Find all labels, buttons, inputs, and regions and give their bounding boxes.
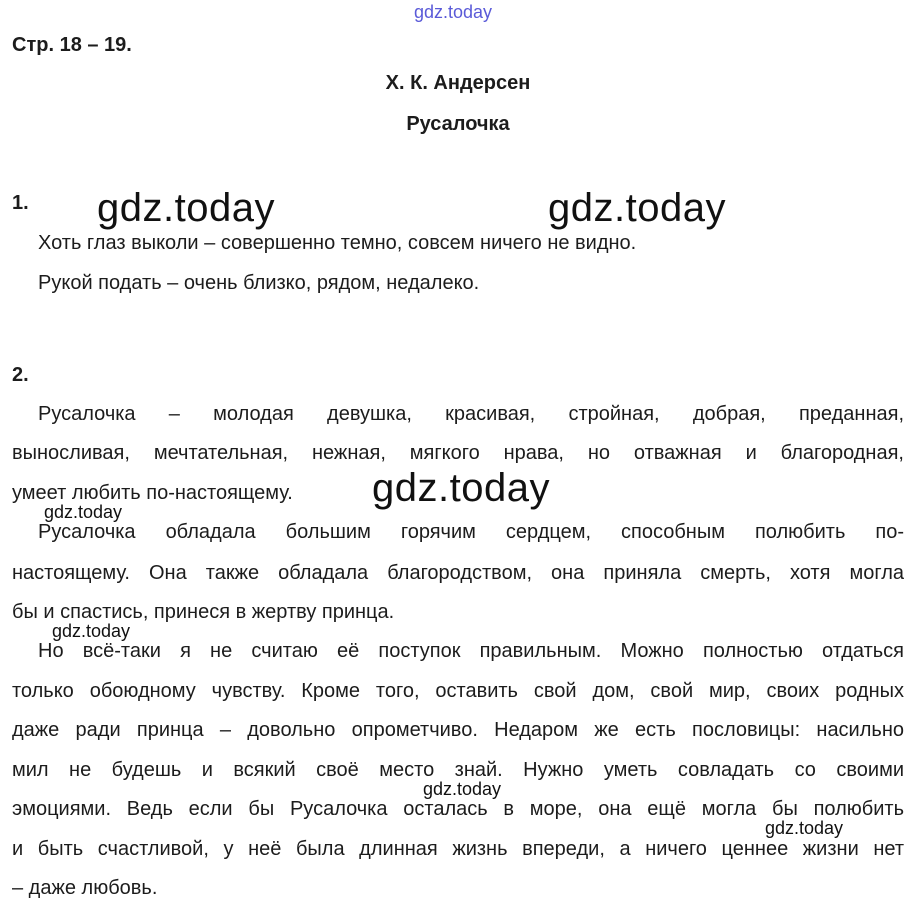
watermark-small: gdz.today — [52, 621, 131, 641]
section-1-line: Рукой подать – очень близко, рядом, недалеко. — [38, 272, 480, 294]
story-title: Русалочка — [406, 113, 510, 135]
section-2-line: и быть счастливой, у неё была длинная жизнь впереди, а ничего ценнее жизни нет — [12, 838, 904, 860]
section-2-line: даже ради принца – довольно опрометчиво. Недаром же есть пословицы: насильно — [12, 719, 904, 741]
section-2-line: эмоциями. Ведь если бы Русалочка осталась в море, она ещё могла бы полюбить — [12, 798, 904, 820]
page-reference: Стр. 18 – 19. — [12, 34, 132, 56]
section-2-line: – даже любовь. — [12, 877, 158, 899]
section-2-line: умеет любить по-настоящему. — [12, 482, 293, 504]
watermark-small: gdz.today — [44, 502, 123, 522]
section-2-line: Русалочка – молодая девушка, красивая, стройная, добрая, преданная, — [38, 403, 904, 425]
section-1-line: Хоть глаз выколи – совершенно темно, совсем ничего не видно. — [38, 232, 637, 254]
watermark-big: gdz.today — [548, 186, 726, 230]
section-2-number: 2. — [12, 364, 29, 386]
section-2-line: бы и спастись, принеся в жертву принца. — [12, 601, 395, 623]
section-2-line: Но всё-таки я не считаю её поступок правильным. Можно полностью отдаться — [38, 640, 904, 662]
section-2-line: только обоюдному чувству. Кроме того, оставить свой дом, свой мир, своих родных — [12, 680, 904, 702]
section-2-line: Русалочка обладала большим горячим сердцем, способным полюбить по- — [38, 521, 904, 543]
watermark-small: gdz.today — [765, 818, 844, 838]
author-name: Х. К. Андерсен — [385, 72, 531, 94]
section-2-line: настоящему. Она также обладала благородством, она приняла смерть, хотя могла — [12, 562, 904, 584]
watermark-big: gdz.today — [97, 186, 275, 230]
section-2-line: выносливая, мечтательная, нежная, мягкого нрава, но отважная и благородная, — [12, 442, 904, 464]
watermark-big: gdz.today — [372, 466, 550, 510]
section-2-line: мил не будешь и всякий своё место знай. Нужно уметь совладать со своими — [12, 759, 904, 781]
section-1-number: 1. — [12, 192, 29, 214]
watermark-small: gdz.today — [423, 779, 502, 799]
watermark-top: gdz.today — [414, 2, 493, 22]
